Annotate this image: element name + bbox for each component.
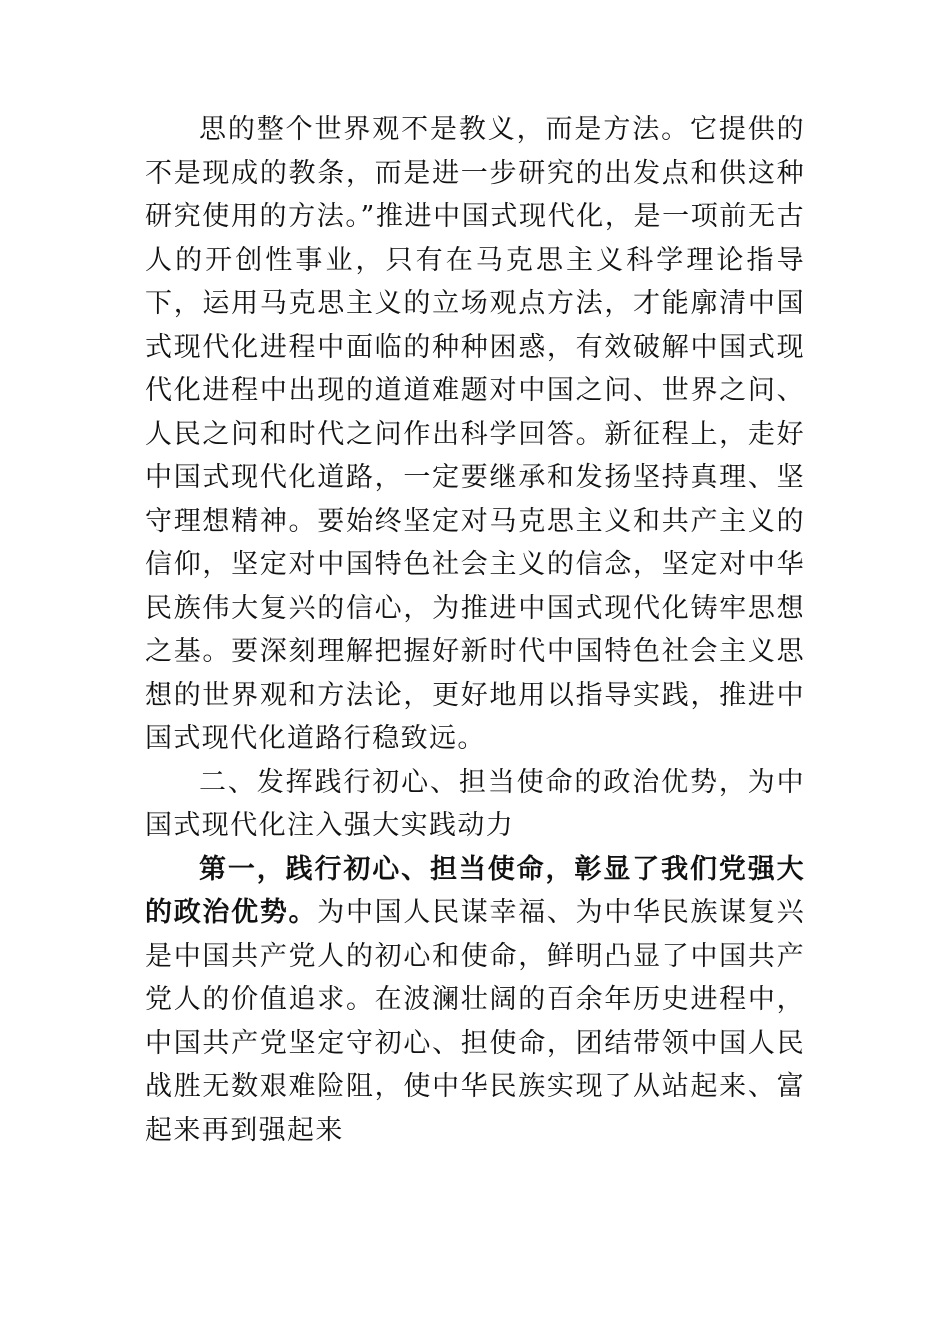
point-one-lead: 第一，践行初心、担当使命，彰显了我们党强大的政治优势。	[145, 853, 805, 928]
body-paragraph-continuation: 思的整个世界观不是教义，而是方法。它提供的不是现成的教条，而是进一步研究的出发点和供这种研究使用的方法。”推进中国式现代化，是一项前无古人的开创性事业，只有在马克思主义科学理论指导下，运用马克思主义的立场观点方法，才能廓清中国式现代化进程中面临的种种困惑，有效破解中国式现代化进程中出现的道道难题对中国之问、世界之问、人民之问和时代之问作出科学回答。新征程上，走好中国式现代化道路，一定要继承和发扬坚持真理、坚守理想精神。要始终坚定对马克思主义和共产主义的信仰，坚定对中国特色社会主义的信念，坚定对中华民族伟大复兴的信心，为推进中国式现代化铸牢思想之基。要深刻理解把握好新时代中国特色社会主义思想的世界观和方法论，更好地用以指导实践，推进中国式现代化道路行稳致远。	[145, 114, 805, 754]
point-one-text: 为中国人民谋幸福、为中华民族谋复兴是中国共产党人的初心和使命，鲜明凸显了中国共产党人的价值追求。在波澜壮阔的百余年历史进程中，中国共产党坚定守初心、担使命，团结带领中国人民战胜无数艰难险阻，使中华民族实现了从站起来、富起来再到强起来	[145, 897, 805, 1146]
section-heading: 二、发挥践行初心、担当使命的政治优势，为中国式现代化注入强大实践动力	[145, 766, 805, 841]
body-paragraph-point-one	[145, 848, 805, 1153]
document-page	[145, 108, 805, 1152]
